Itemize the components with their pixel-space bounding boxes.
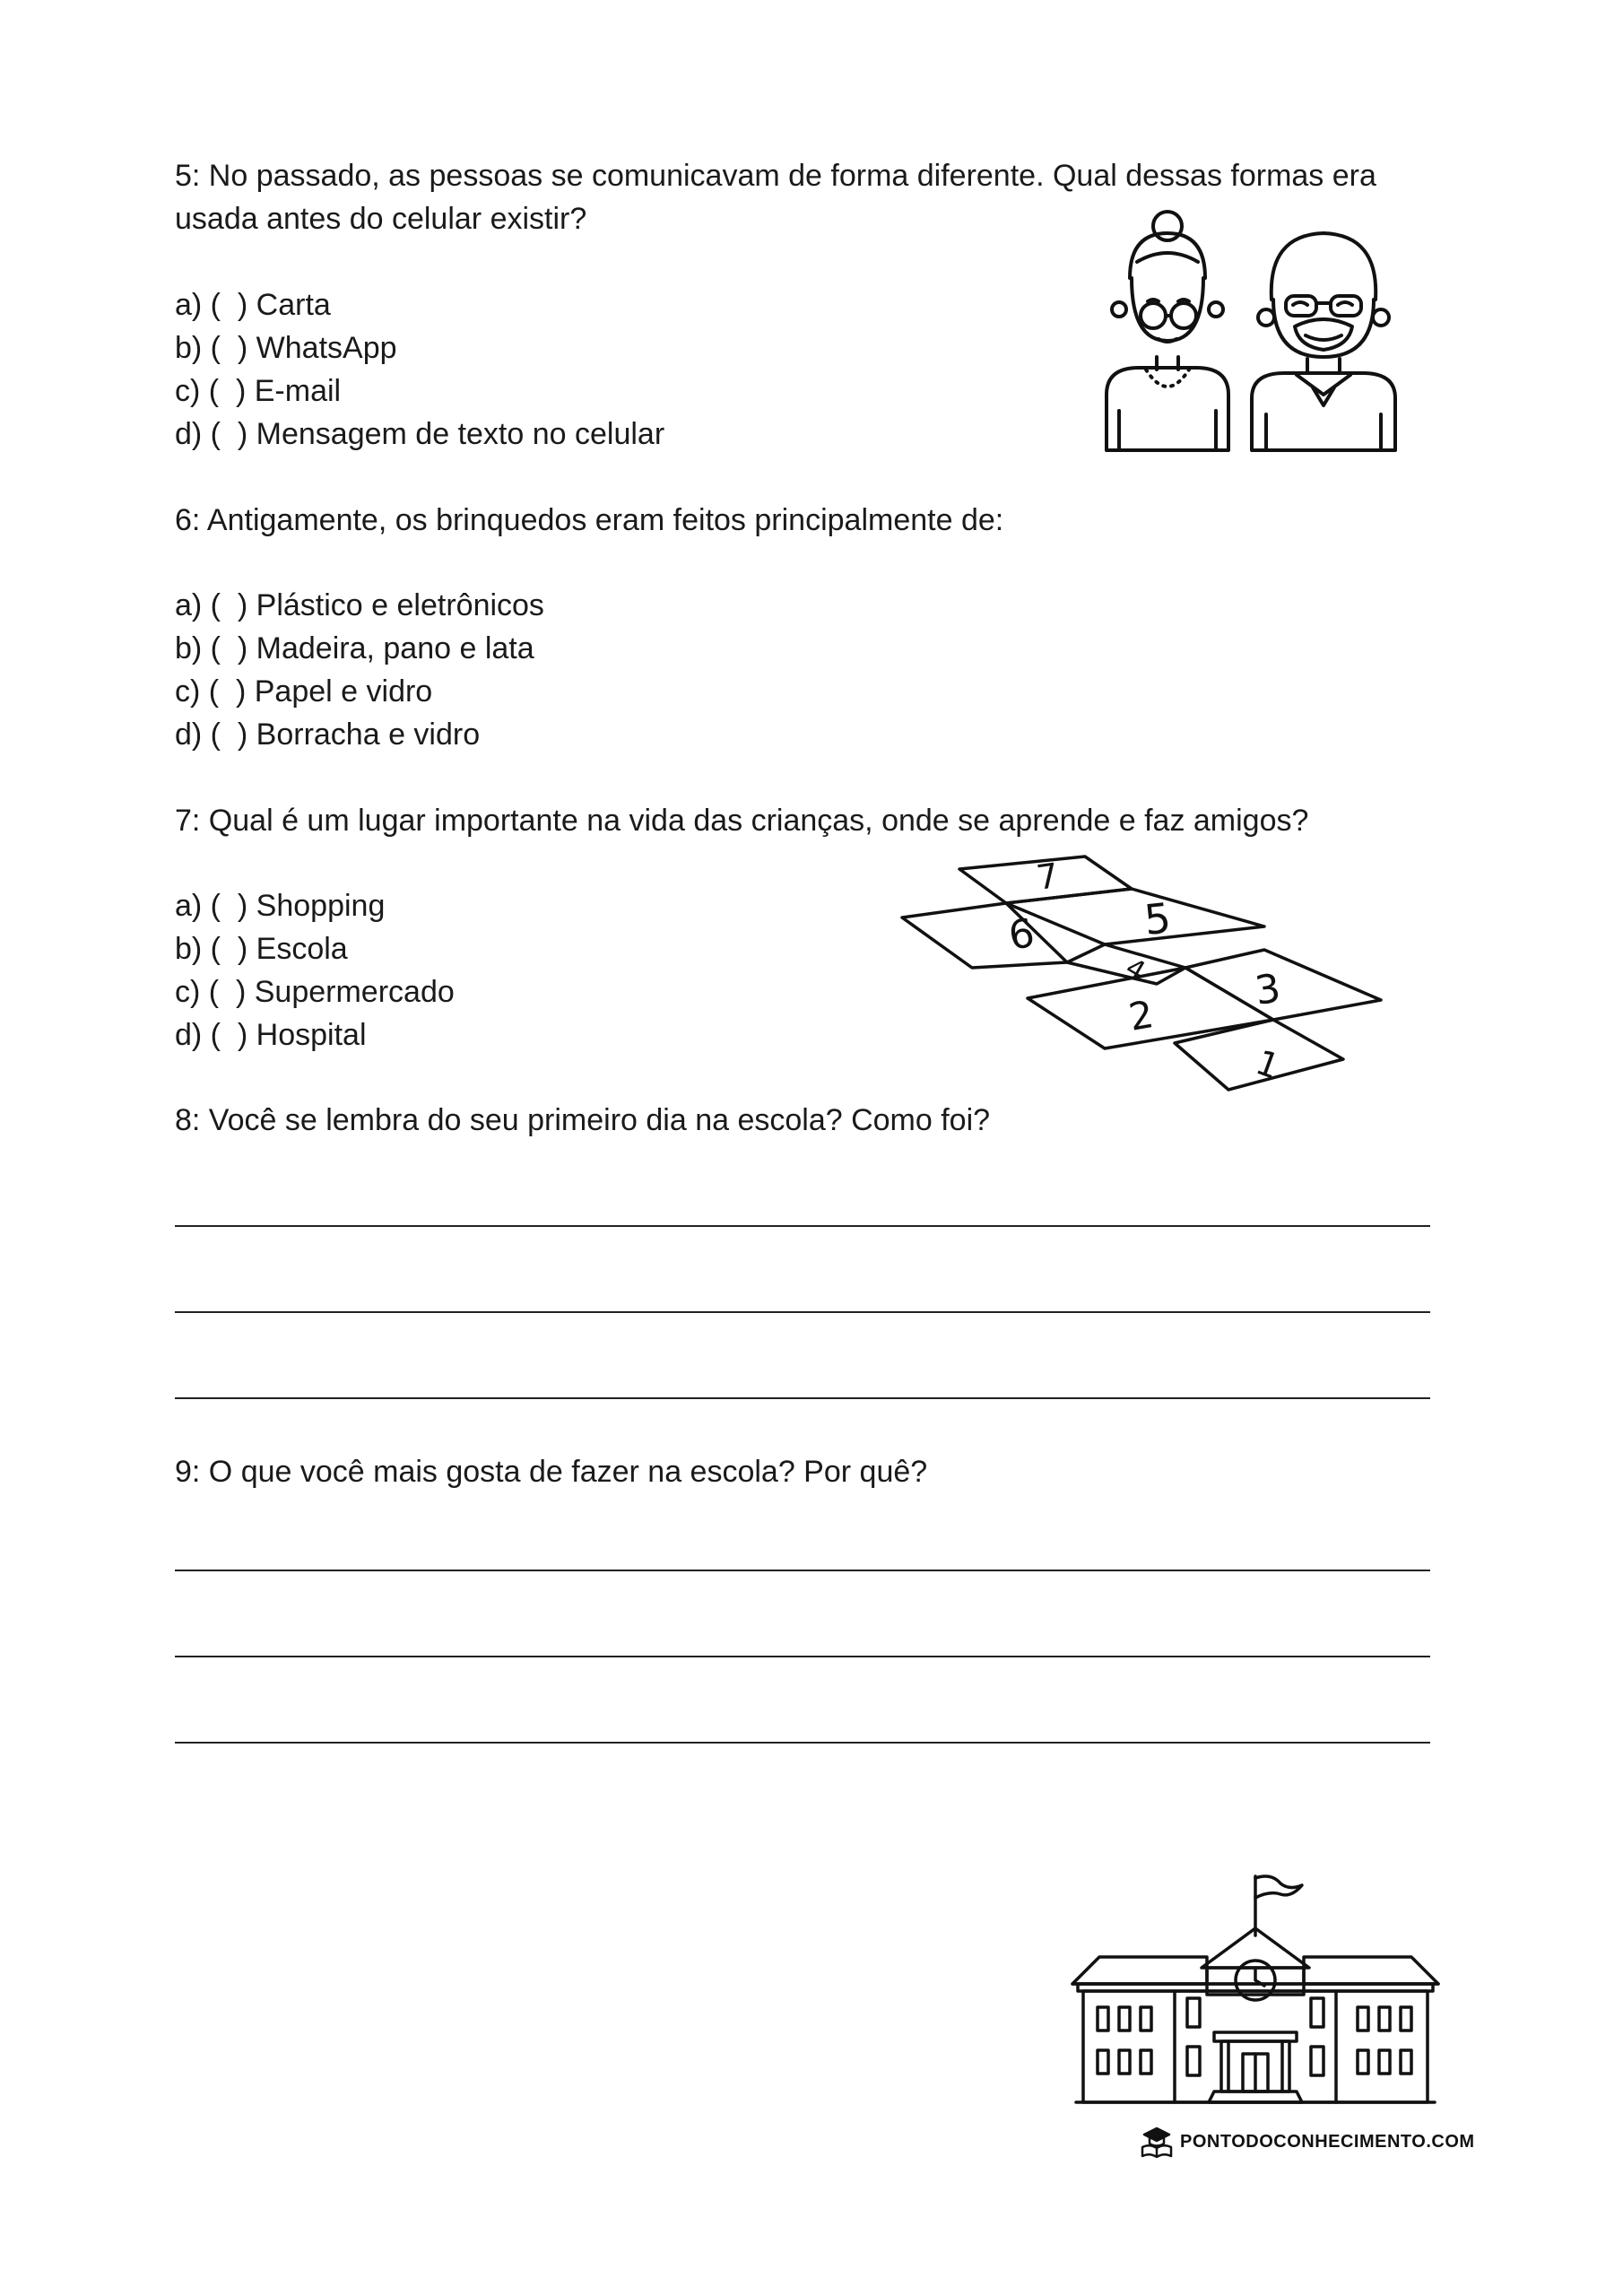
- hopscotch-square-6: [902, 903, 1067, 968]
- answer-line-9-1[interactable]: [175, 1570, 1430, 1571]
- option-7c[interactable]: c) ( ) Supermercado: [175, 975, 455, 1009]
- grandparents-illustration: [1094, 206, 1399, 457]
- option-6c[interactable]: c) ( ) Papel e vidro: [175, 674, 433, 709]
- hopscotch-label-7: 7: [1034, 855, 1062, 898]
- graduation-book-icon: [1139, 2124, 1175, 2160]
- question-9: [175, 1450, 927, 1493]
- question-7: [175, 799, 1308, 842]
- hopscotch-label-2: 2: [1125, 991, 1158, 1039]
- question-6-options: [175, 584, 544, 756]
- hopscotch-square-5: [1006, 889, 1264, 944]
- answer-line-9-2[interactable]: [175, 1656, 1430, 1657]
- question-5-options: [175, 283, 664, 456]
- question-8: [175, 1099, 990, 1142]
- option-5a[interactable]: a) ( ) Carta: [175, 288, 331, 322]
- option-6a[interactable]: a) ( ) Plástico e eletrônicos: [175, 588, 544, 622]
- hopscotch-label-4: 4: [1120, 952, 1151, 988]
- question-7-line-1: 7: Qual é um lugar importante na vida das crianças, onde se aprende e faz amigos?: [175, 804, 1309, 838]
- question-5-line-2: usada antes do celular existir?: [175, 202, 587, 236]
- school-building-illustration: [1067, 1874, 1444, 2108]
- answer-line-8-3[interactable]: [175, 1397, 1430, 1399]
- option-5c[interactable]: c) ( ) E-mail: [175, 374, 342, 408]
- option-6d[interactable]: d) ( ) Borracha e vidro: [175, 718, 481, 752]
- question-6-line-1: 6: Antigamente, os brinquedos eram feitos principalmente de:: [175, 503, 1004, 537]
- question-5-line-1: 5: No passado, as pessoas se comunicavam de forma diferente. Qual dessas formas era: [175, 159, 1376, 193]
- option-7a[interactable]: a) ( ) Shopping: [175, 889, 386, 923]
- hopscotch-label-5: 5: [1141, 893, 1174, 944]
- question-6: [175, 499, 1003, 542]
- option-7d[interactable]: d) ( ) Hospital: [175, 1018, 367, 1052]
- question-8-line-1: 8: Você se lembra do seu primeiro dia na escola? Como foi?: [175, 1103, 991, 1137]
- hopscotch-label-3: 3: [1252, 965, 1284, 1014]
- question-7-options: [175, 884, 455, 1057]
- option-5d[interactable]: d) ( ) Mensagem de texto no celular: [175, 417, 665, 451]
- grandma-figure: [1107, 212, 1228, 450]
- option-7b[interactable]: b) ( ) Escola: [175, 932, 348, 966]
- grandpa-figure: [1252, 233, 1395, 450]
- hopscotch-label-6: 6: [1005, 909, 1038, 960]
- answer-line-8-1[interactable]: [175, 1225, 1430, 1227]
- hopscotch-label-1: 1: [1250, 1042, 1285, 1087]
- option-6b[interactable]: b) ( ) Madeira, pano e lata: [175, 631, 534, 665]
- hopscotch-illustration: [897, 857, 1390, 1099]
- answer-line-8-2[interactable]: [175, 1311, 1430, 1313]
- footer-logo[interactable]: [1139, 2124, 1475, 2160]
- question-9-line-1: 9: O que você mais gosta de fazer na escola? Por quê?: [175, 1455, 928, 1489]
- footer-site-name: PONTODOCONHECIMENTO.COM: [1180, 2132, 1475, 2152]
- option-5b[interactable]: b) ( ) WhatsApp: [175, 331, 397, 365]
- answer-line-9-3[interactable]: [175, 1742, 1430, 1744]
